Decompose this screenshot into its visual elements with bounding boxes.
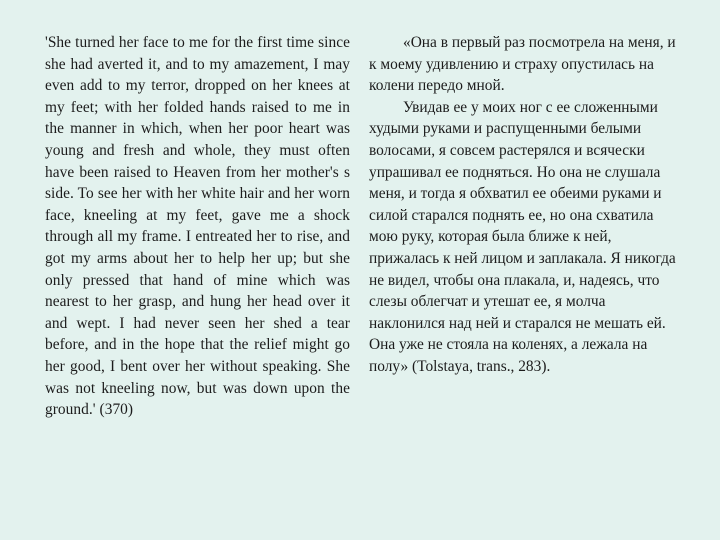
- russian-translation-column: [369, 32, 679, 378]
- russian-paragraph-2: Увидав ее у моих ног с ее сложенными худыми руками и распущенными белыми волосами, я совсем растерялся и всячески упрашивал ее подняться. Но она не слушала меня, и тогда я обхватил ее обеими руками и силой старался поднять ее, но она схватила мою руку, которая была ближе к ней, прижалась к ней лицом и заплакала. Я никогда не видел, чтобы она плакала, и, надеясь, что слезы облегчат и утешат ее, я молча наклонился над ней и старался не мешать ей. Она уже не стояла на коленях, а лежала на полу» (Tolstaya, trans., 283).: [369, 98, 676, 375]
- english-original-text: 'She turned her face to me for the first time since she had averted it, and to my amazement, I may even add to my terror, dropped on her knees at my feet; with her folded hands raised to me in the manner in which, when her poor heart was young and fresh and whole, they must often have been raised to Heaven from her mother's s side. To see her with her white hair and her worn face, kneeling at my feet, gave me a shock through all my frame. I entreated her to rise, and got my arms about her to help her up; but she only pressed that hand of mine which was nearest to her grasp, and hung her head over it and wept. I had never seen her shed a tear before, and in the hope that the relief might go her good, I bent over her without speaking. She was not kneeling now, but was down upon the ground.' (370): [45, 34, 350, 419]
- russian-paragraph-1: «Она в первый раз посмотрела на меня, и к моему удивлению и страху опустилась на колени передо мной.: [369, 34, 676, 95]
